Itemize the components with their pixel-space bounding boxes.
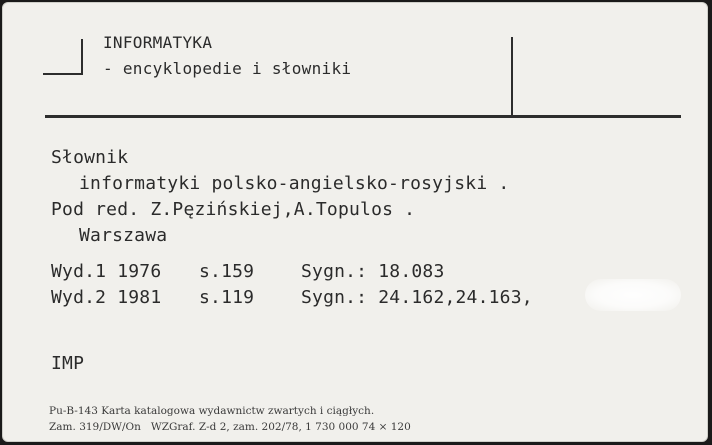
catalog-card [2, 2, 708, 442]
header-right-vertical-rule [511, 37, 513, 115]
edition-1-pages: s.159 [199, 261, 255, 282]
header-left-underline [43, 73, 83, 75]
header-left-vertical-rule [81, 39, 83, 75]
edition-1-label: Wyd.1 1976 [51, 261, 162, 282]
entry-title-line2: informatyki polsko-angielsko-rosyjski . [79, 173, 510, 194]
header-subcategory: - encyklopedie i słowniki [103, 59, 352, 78]
edition-2-label: Wyd.2 1981 [51, 287, 162, 308]
header-divider [45, 115, 681, 118]
footer-line2: Zam. 319/DW/On WZGraf. Z-d 2, zam. 202/78, 1 730 000 74 × 120 [49, 421, 411, 433]
footer-line1: Pu-B-143 Karta katalogowa wydawnictw zwartych i ciągłych. [49, 405, 375, 417]
entry-place: Warszawa [79, 225, 168, 246]
edition-1-signature: Sygn.: 18.083 [301, 261, 445, 282]
header-category: INFORMATYKA [103, 33, 213, 52]
edition-2-pages: s.119 [199, 287, 255, 308]
edition-2-signature: Sygn.: 24.162,24.163, [301, 287, 533, 308]
erasure-smudge [585, 279, 681, 311]
entry-editors: Pod red. Z.Pęzińskiej,A.Topulos . [51, 199, 416, 220]
entry-title-line1: Słownik [51, 147, 129, 168]
publisher-code: IMP [51, 353, 85, 374]
